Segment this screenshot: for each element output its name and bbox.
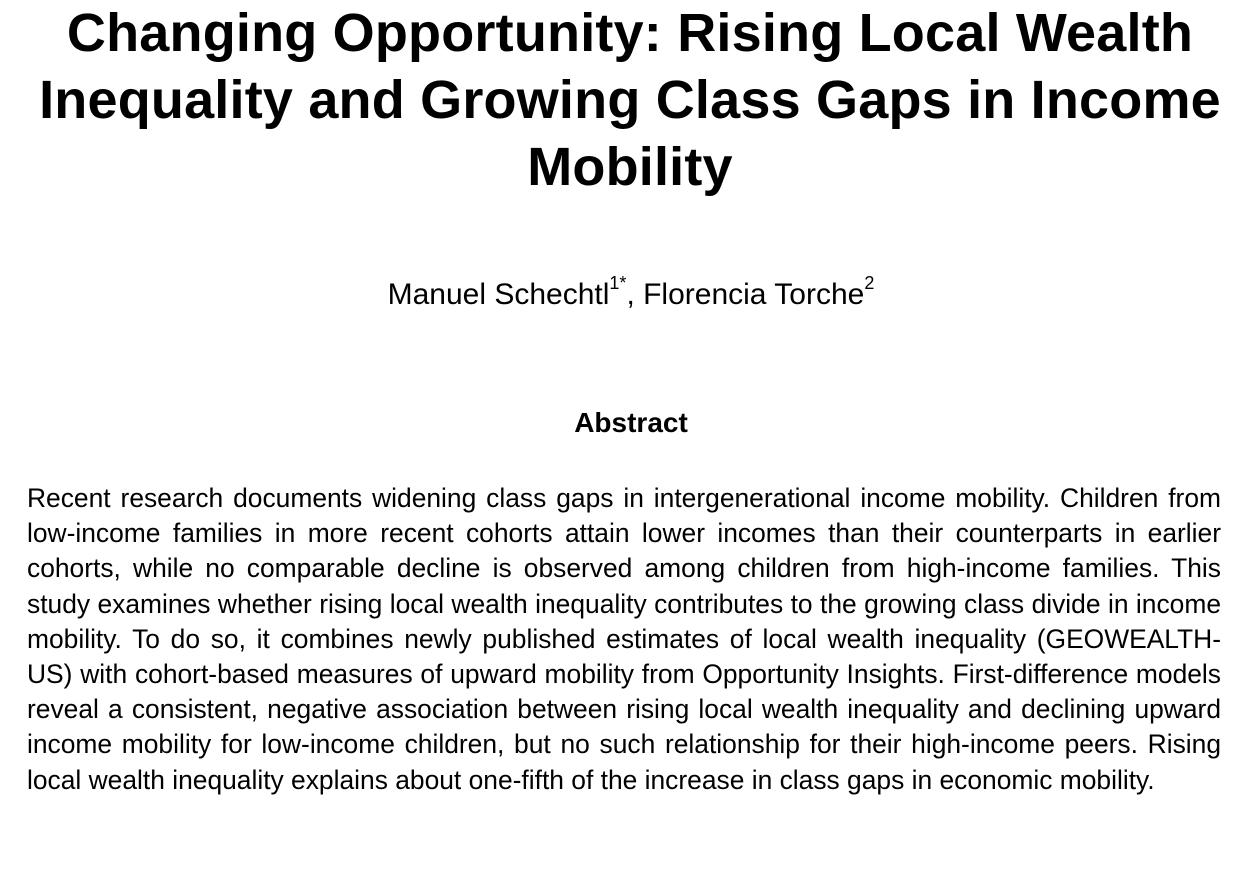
author-name-2: Florencia Torche (643, 278, 865, 311)
author-affiliation-mark-1: 1* (609, 273, 627, 293)
author-line (0, 273, 1248, 313)
abstract-text: Recent research documents widening class gaps in intergenerational income mobility. Children from low-income families in more recent cohorts attain lower incomes than their counterparts in earlier cohorts, while no comparable decline is observed among children from high-income families. This study examines whether rising local wealth inequality contributes to the growing class divide in income mobility. To do so, it combines newly published estimates of local wealth inequality (GEOWEALTH-US) with cohort-based measures of upward mobility from Opportunity Insights. First-difference models reveal a consistent, negative association between rising local wealth inequality and declining upward income mobility for low-income children, but no such relationship for their high-income peers. Rising local wealth inequality explains about one-fifth of the increase in class gaps in economic mobility. (27, 483, 1221, 795)
abstract-heading: Abstract (574, 407, 688, 438)
author-name-1: Manuel Schechtl (387, 278, 610, 311)
paper-title: Changing Opportunity: Rising Local Wealth Inequality and Growing Class Gaps in Income Mobility (39, 3, 1221, 197)
author-separator: , (626, 278, 644, 311)
author-affiliation-mark-2: 2 (864, 273, 875, 293)
